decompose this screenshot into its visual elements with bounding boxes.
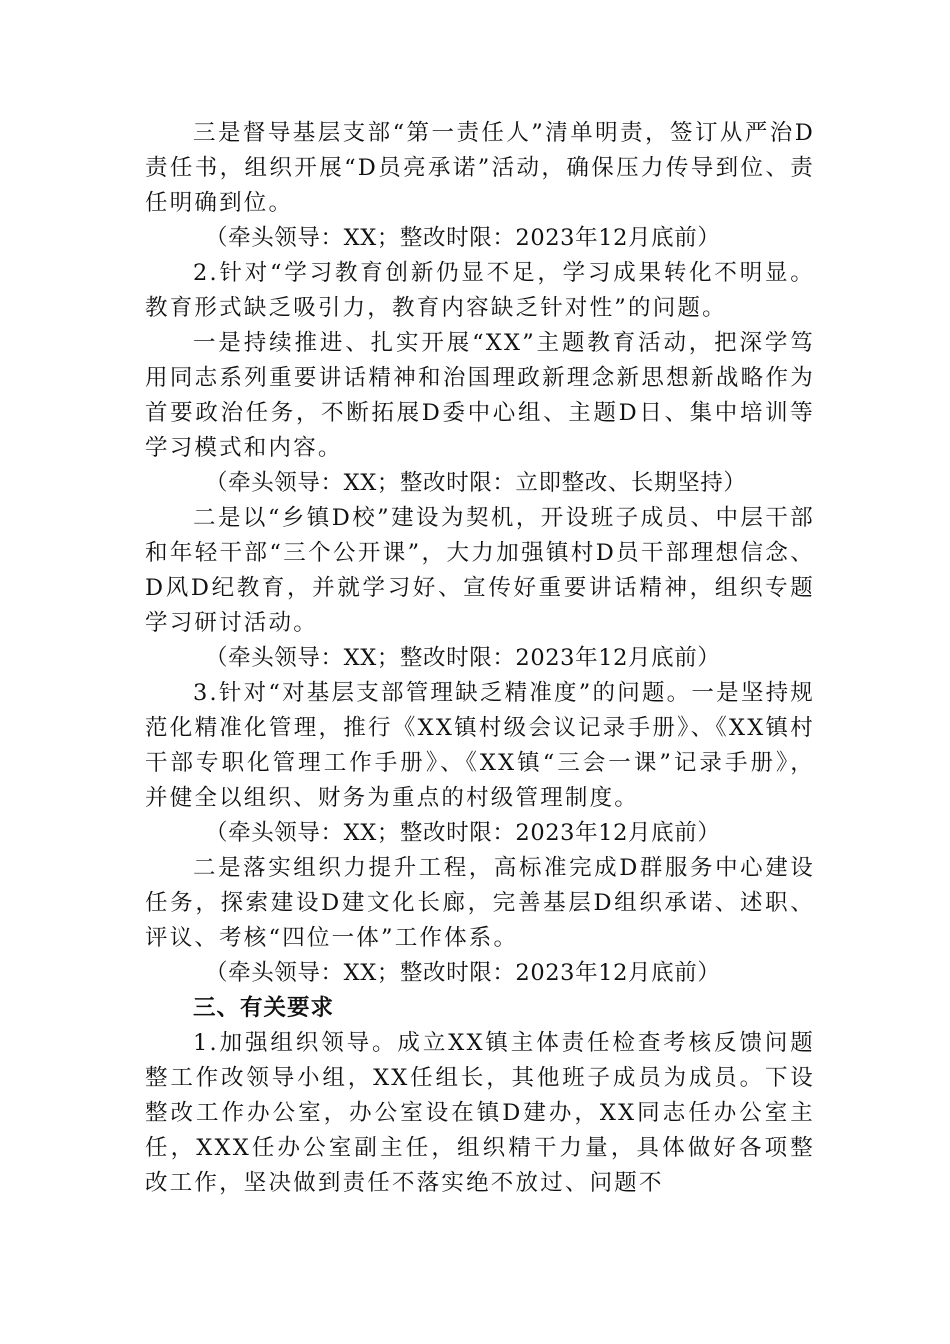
section-heading: 三、有关要求 — [193, 995, 335, 1021]
paragraph-item-3-supervision: 三是督导基层支部“第一责任人”清单明责，签订从严治D责任书，组织开展“D员亮承诺”活动，确保压力传导到位、责任明确到位。 — [145, 120, 815, 216]
responsibility-note: （牵头领导：XX；整改时限：2023年12月底前） — [205, 820, 721, 846]
paragraph-measure-2: 二是以“乡镇D校”建设为契机，开设班子成员、中层干部和年轻干部“三个公开课”，大力加强镇村D员干部理想信念、D风D纪教育，并就学习好、宣传好重要讲话精神，组织专题学习研讨活动。 — [145, 505, 815, 636]
responsibility-note: （牵头领导：XX；整改时限：2023年12月底前） — [205, 960, 721, 986]
responsibility-note: （牵头领导：XX；整改时限：立即整改、长期坚持） — [205, 470, 747, 496]
document-body — [145, 116, 815, 1201]
paragraph-issue-2: 2.针对“学习教育创新仍显不足，学习成果转化不明显。教育形式缺乏吸引力，教育内容缺乏针对性”的问题。 — [145, 260, 815, 321]
paragraph-measure-1: 一是持续推进、扎实开展“XX”主题教育活动，把深学笃用同志系列重要讲话精神和治国理政新理念新思想新战略作为首要政治任务，不断拓展D委中心组、主题D日、集中培训等学习模式和内容。 — [145, 330, 815, 461]
paragraph-issue-3: 3.针对“对基层支部管理缺乏精准度”的问题。一是坚持规范化精准化管理，推行《XX镇村级会议记录手册》、《XX镇村干部专职化管理工作手册》、《XX镇“三会一课”记录手册》，并健全以组织、财务为重点的村级管理制度。 — [145, 680, 815, 811]
responsibility-note: （牵头领导：XX；整改时限：2023年12月底前） — [205, 645, 721, 671]
paragraph-requirement-1: 1.加强组织领导。成立XX镇主体责任检查考核反馈问题整工作改领导小组，XX任组长，其他班子成员为成员。下设整改工作办公室，办公室设在镇D建办，XX同志任办公室主任，XXX任办公室副主任，组织精干力量，具体做好各项整改工作，坚决做到责任不落实绝不放过、问题不 — [145, 1030, 815, 1196]
paragraph-measure-2b: 二是落实组织力提升工程，高标准完成D群服务中心建设任务，探索建设D建文化长廊，完善基层D组织承诺、述职、评议、考核“四位一体”工作体系。 — [145, 855, 815, 951]
responsibility-note: （牵头领导：XX；整改时限：2023年12月底前） — [205, 225, 721, 251]
